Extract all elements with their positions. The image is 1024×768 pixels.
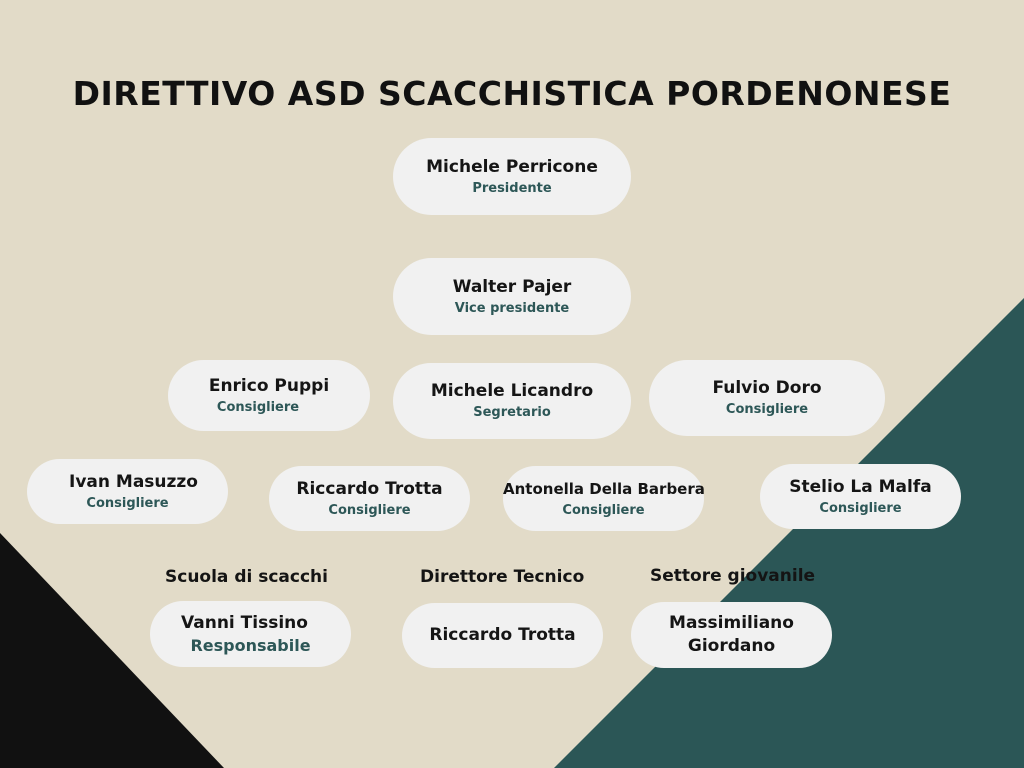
giordano-name-line2: Giordano: [687, 636, 776, 656]
president-role: Presidente: [472, 180, 552, 196]
heading-settore-giovanile: Settore giovanile: [650, 566, 816, 586]
vice-president-role: Vice presidente: [454, 300, 570, 316]
antonella-della-barbera-name: Antonella Della Barbera: [503, 479, 705, 498]
card-massimiliano-giordano: [631, 602, 832, 668]
stelio-la-malfa-role: Consigliere: [819, 500, 902, 516]
antonella-della-barbera-role: Consigliere: [562, 502, 645, 518]
ivan-masuzzo-name: Ivan Masuzzo: [69, 471, 198, 492]
secretary-name: Michele Licandro: [430, 381, 594, 401]
secretary-role: Segretario: [473, 405, 551, 420]
ivan-masuzzo-role: Consigliere: [86, 495, 169, 511]
card-direttore-tecnico: [402, 603, 603, 668]
vice-president-name: Walter Pajer: [452, 276, 572, 297]
card-stelio-la-malfa: [760, 464, 961, 529]
card-president: [393, 138, 631, 215]
riccardo-trotta-name: Riccardo Trotta: [296, 478, 443, 499]
heading-scuola-di-scacchi: Scuola di scacchi: [165, 567, 328, 587]
card-antonella-della-barbera: [503, 466, 704, 531]
card-vanni-tissino: [150, 601, 351, 667]
enrico-puppi-name: Enrico Puppi: [208, 375, 330, 396]
card-riccardo-trotta: [269, 466, 470, 531]
riccardo-trotta-role: Consigliere: [328, 502, 411, 518]
card-ivan-masuzzo: [27, 459, 228, 524]
fulvio-doro-role: Consigliere: [725, 402, 809, 417]
card-enrico-puppi: [168, 360, 370, 431]
enrico-puppi-role: Consigliere: [216, 399, 300, 415]
president-name: Michele Perricone: [426, 156, 598, 177]
massimiliano-name-line1: Massimiliano: [669, 613, 794, 633]
vanni-tissino-role: Responsabile: [190, 635, 311, 655]
stelio-la-malfa-name: Stelio La Malfa: [789, 476, 932, 497]
page-title: DIRETTIVO ASD SCACCHISTICA PORDENONESE: [72, 74, 952, 113]
card-vice-president: [393, 258, 631, 335]
heading-direttore-tecnico: Direttore Tecnico: [420, 567, 585, 587]
card-secretary: [393, 363, 631, 439]
vanni-tissino-name: Vanni Tissino: [181, 612, 308, 633]
card-fulvio-doro: [649, 360, 885, 436]
direttore-tecnico-name: Riccardo Trotta: [429, 625, 576, 645]
fulvio-doro-name: Fulvio Doro: [712, 378, 822, 398]
